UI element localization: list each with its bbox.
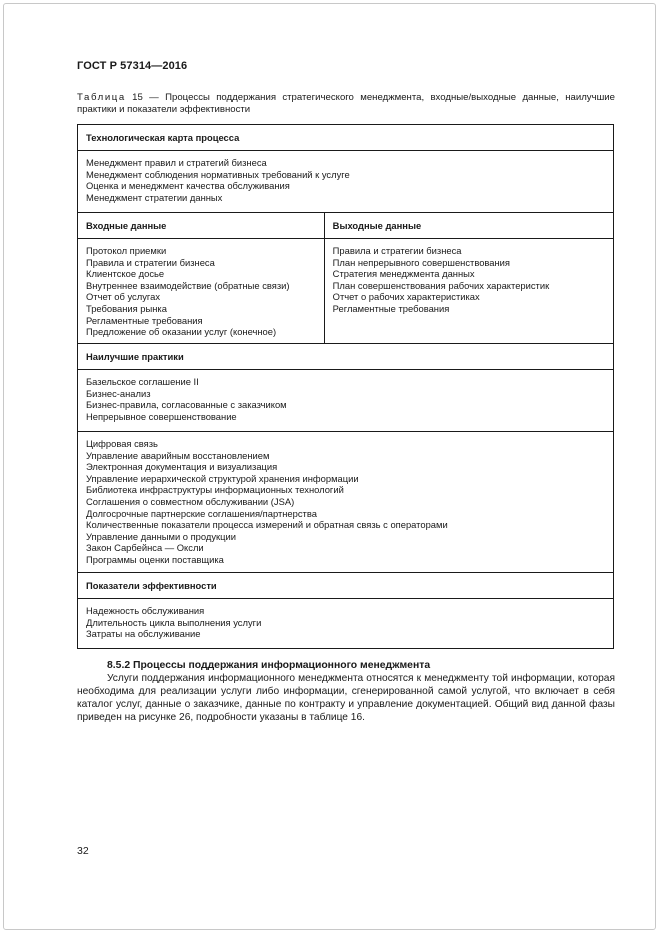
list-item: Управление аварийным восстановлением (86, 449, 270, 461)
section-paragraph: Услуги поддержания информационного менеджмента относятся к менеджменту той информации, которая необходима для реализации услуги либо информации, сгенерированной самой услугой, что включает в себя каталог услуг, данные о заказчике, данные по контракту и управление документацией. Общий вид данной фазы приведен на рисунке 26, подробности указаны в таблице 16. (77, 673, 615, 723)
inputs-header: Входные данные (78, 213, 325, 239)
list-item: Регламентные требования (332, 302, 450, 314)
table-caption-text: 15 — Процессы поддержания стратегического менеджмента, входные/выходные данные, наилучшие практики и показатели эффективности (77, 92, 615, 115)
table-caption (77, 92, 615, 116)
list-item: Оценка и менеджмент качества обслуживания (86, 180, 290, 192)
list-item: Электронная документация и визуализация (86, 461, 278, 473)
list-item: Внутреннее взаимодействие (обратные связи) (86, 279, 290, 291)
document-header: ГОСТ Р 57314—2016 (77, 60, 188, 72)
page-number: 32 (77, 845, 89, 857)
list-item: Регламентные требования (86, 314, 203, 326)
list-item: Программы оценки поставщика (86, 553, 224, 565)
list-item: Библиотека инфраструктуры информационных технологий (86, 484, 344, 496)
inputs-list (78, 239, 325, 344)
list-item: Клиентское досье (86, 268, 165, 280)
list-item: Отчет о рабочих характеристиках (332, 291, 480, 303)
section-title: 8.5.2 Процессы поддержания информационного менеджмента (107, 660, 431, 671)
list-item: Отчет об услугах (86, 291, 161, 303)
list-item: Длительность цикла выполнения услуги (86, 616, 262, 628)
list-item: Базельское соглашение II (86, 376, 199, 387)
list-item: Требования рынка (86, 302, 167, 314)
best-practices-list-1 (78, 370, 614, 432)
list-item: Затраты на обслуживание (86, 628, 201, 640)
list-item: Стратегия менеджмента данных (332, 268, 475, 280)
list-item: Правила и стратегии бизнеса (332, 245, 462, 256)
list-item: Цифровая связь (86, 438, 158, 449)
list-item: Протокол приемки (86, 245, 167, 256)
list-item: Правила и стратегии бизнеса (86, 256, 215, 268)
list-item: Управление иерархической структурой хранения информации (86, 472, 359, 484)
outputs-header: Выходные данные (324, 213, 613, 239)
list-item: План совершенствования рабочих характеристик (332, 279, 550, 291)
list-item: Количественные показатели процесса измерений и обратная связь с операторами (86, 519, 448, 531)
list-item: Предложение об оказании услуг (конечное) (86, 326, 277, 338)
list-item: Надежность обслуживания (86, 605, 205, 616)
process-map-header: Технологическая карта процесса (78, 125, 614, 151)
list-item: Менеджмент правил и стратегий бизнеса (86, 157, 267, 168)
process-table (77, 124, 614, 649)
kpi-header: Показатели эффективности (78, 573, 614, 599)
list-item: Менеджмент соблюдения нормативных требований к услуге (86, 168, 350, 180)
list-item: Бизнес-анализ (86, 387, 151, 399)
list-item: Долгосрочные партнерские соглашения/партнерства (86, 507, 317, 519)
process-map-list (78, 151, 614, 213)
table-caption-label: Таблица (77, 92, 126, 103)
best-practices-list-2 (78, 432, 614, 573)
list-item: Бизнес-правила, согласованные с заказчиком (86, 399, 287, 411)
kpi-list (78, 599, 614, 649)
list-item: Непрерывное совершенствование (86, 410, 237, 422)
list-item: Соглашения о совместном обслуживании (JSA) (86, 495, 295, 507)
list-item: План непрерывного совершенствования (332, 256, 510, 268)
best-practices-header: Наилучшие практики (78, 344, 614, 370)
list-item: Управление данными о продукции (86, 530, 237, 542)
list-item: Менеджмент стратегии данных (86, 191, 223, 203)
outputs-list (324, 239, 613, 344)
list-item: Закон Сарбейнса — Оксли (86, 542, 204, 554)
